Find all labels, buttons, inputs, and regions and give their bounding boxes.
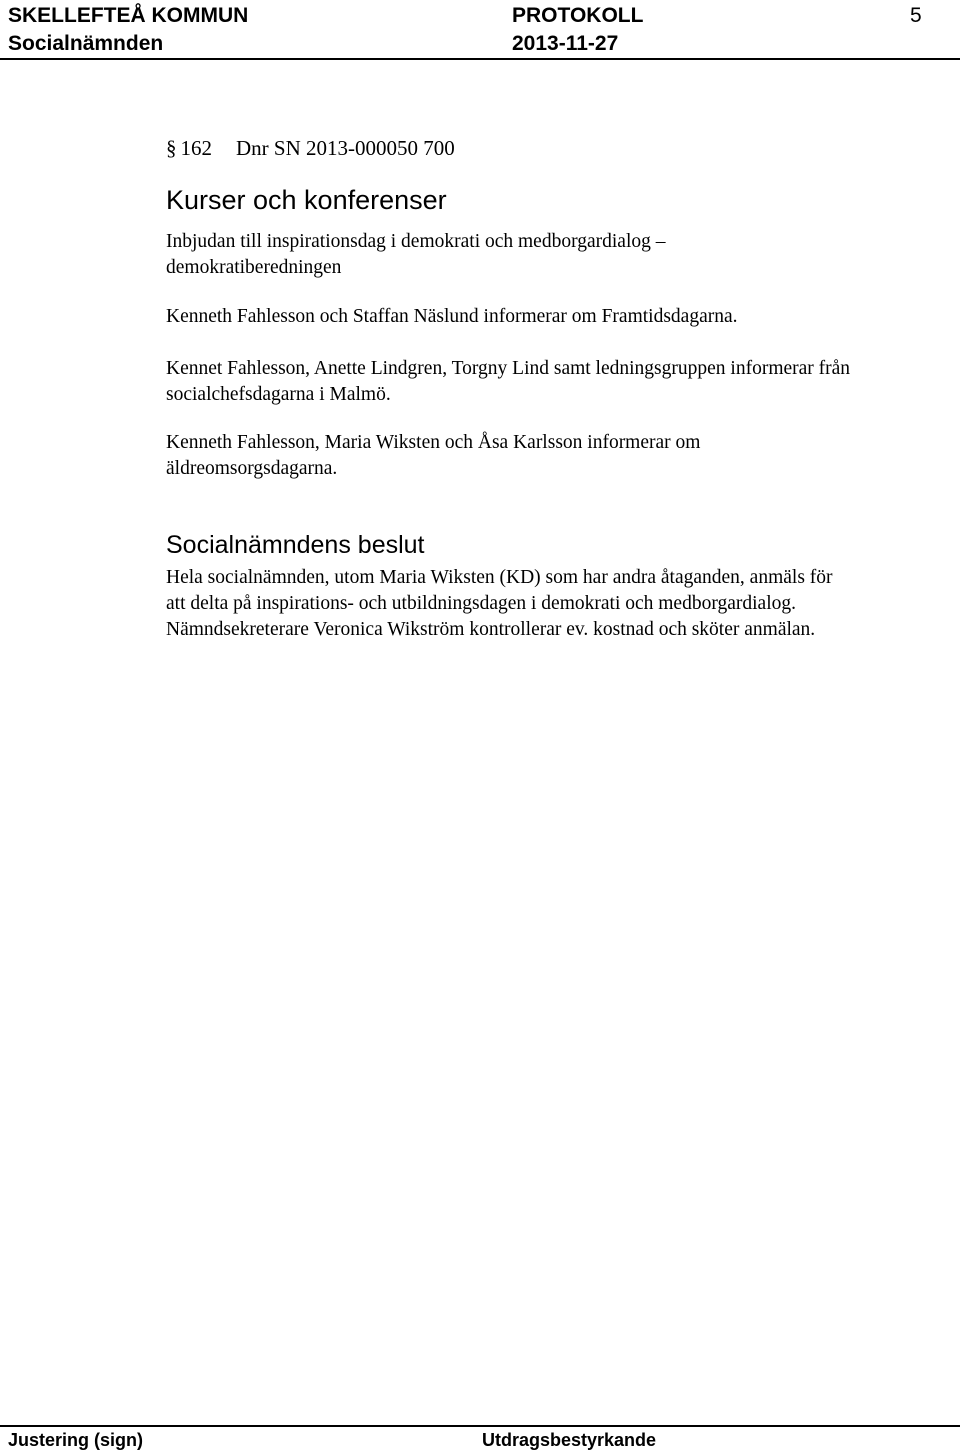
- document-date: 2013-11-27: [512, 32, 619, 55]
- decision-text: Hela socialnämnden, utom Maria Wiksten (KD) som har andra åtaganden, anmäls för att delta på inspirations- och utbildningsdagen i demokrati och medborgardialog. Nämndsekreterare Veronica Wikström kontrollerar ev. kostnad och sköter anmälan.: [166, 567, 833, 640]
- org-name: SKELLEFTEÅ KOMMUN: [8, 4, 249, 27]
- page-title: Kurser och konferenser: [166, 185, 447, 215]
- section-sign: §: [166, 136, 177, 160]
- decision-heading: Socialnämndens beslut: [166, 531, 425, 559]
- paragraph-framtidsdagarna: Kenneth Fahlesson och Staffan Näslund informerar om Framtidsdagarna.: [166, 306, 738, 327]
- paragraph-aldreomsorgsdagarna: Kenneth Fahlesson, Maria Wiksten och Åsa Karlsson informerar om äldreomsorgsdagarna.: [166, 432, 701, 479]
- case-reference: [166, 136, 455, 160]
- paragraph-invitation: Inbjudan till inspirationsdag i demokrati och medborgardialog – demokratiberedningen: [166, 231, 666, 278]
- department-name: Socialnämnden: [8, 32, 164, 55]
- case-dnr: Dnr SN 2013-000050 700: [236, 136, 455, 160]
- footer-divider: [0, 1425, 960, 1427]
- header-divider: [0, 58, 960, 60]
- document-type: PROTOKOLL: [512, 4, 644, 27]
- footer-justering: Justering (sign): [8, 1430, 144, 1450]
- case-number: 162: [180, 136, 212, 160]
- page-number: 5: [910, 4, 922, 27]
- footer-utdragsbestyrkande: Utdragsbestyrkande: [482, 1430, 657, 1450]
- paragraph-socialchefsdagarna: Kennet Fahlesson, Anette Lindgren, Torgny Lind samt ledningsgruppen informerar från socialchefsdagarna i Malmö.: [166, 358, 851, 405]
